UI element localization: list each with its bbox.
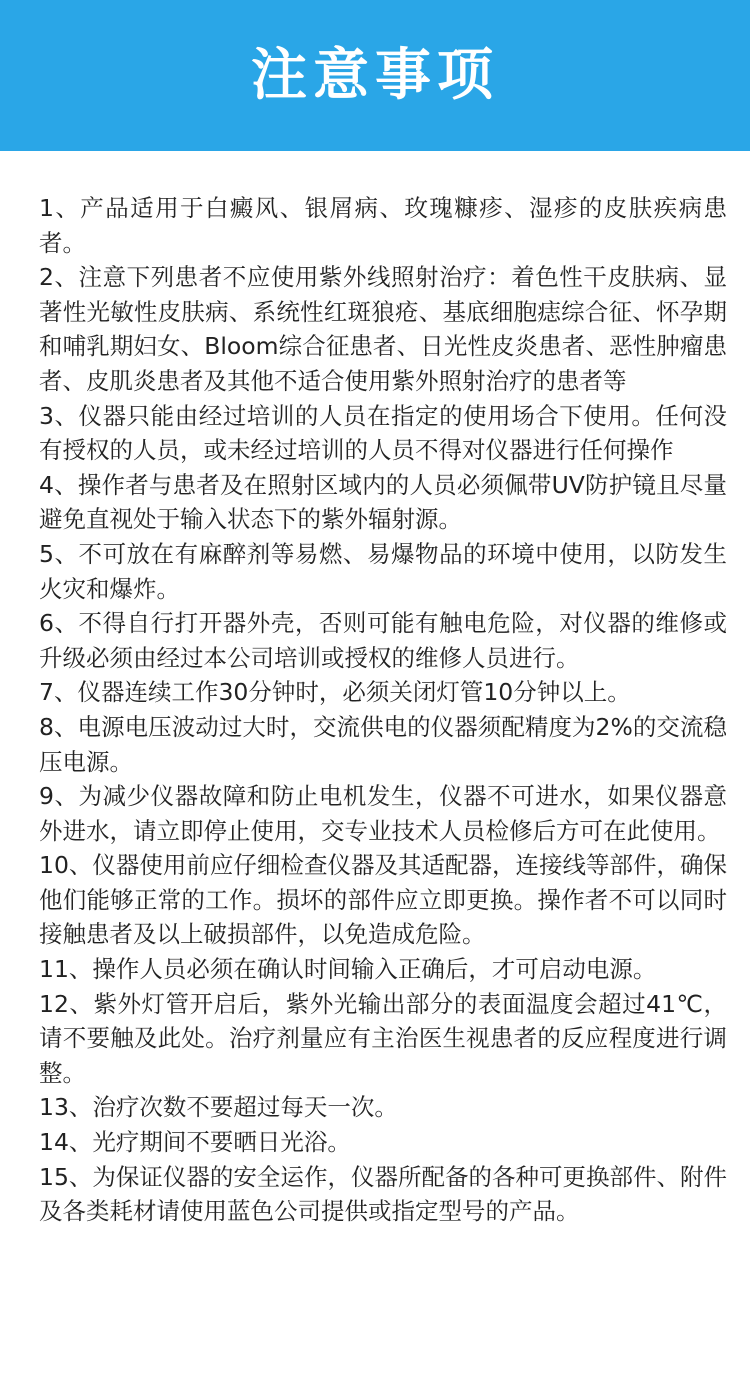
notice-item: 11、操作人员必须在确认时间输入正确后，才可启动电源。 (39, 955, 657, 984)
notice-item: 10、仪器使用前应仔细检查仪器及其适配器，连接线等部件，确保他们能够正常的工作。损坏的部件应立即更换。操作者不可以同时接触患者及以上破损部件，以免造成危险。 (39, 851, 727, 949)
notice-item: 2、注意下列患者不应使用紫外线照射治疗：着色性干皮肤病、显著性光敏性皮肤病、系统性红斑狼疮、基底细胞痣综合征、怀孕期和哺乳期妇女、Bloom综合征患者、日光性皮炎患者、恶性肿瘤患者、皮肌炎患者及其他不适合使用紫外照射治疗的患者等 (39, 263, 727, 395)
notice-item: 7、仪器连续工作30分钟时，必须关闭灯管10分钟以上。 (39, 678, 631, 707)
notice-item: 5、不可放在有麻醉剂等易燃、易爆物品的环境中使用，以防发生火灾和爆炸。 (39, 539, 727, 603)
page-title: 注意事项 (251, 42, 499, 108)
notice-item: 1、产品适用于白癜风、银屑病、玫瑰糠疹、湿疹的皮肤疾病患者。 (39, 194, 727, 257)
notice-item: 3、仪器只能由经过培训的人员在指定的使用场合下使用。任何没有授权的人员，或未经过培训的人员不得对仪器进行任何操作 (39, 401, 727, 465)
notice-item: 14、光疗期间不要晒日光浴。 (39, 1128, 351, 1157)
notice-item: 12、紫外灯管开启后，紫外光输出部分的表面温度会超过41℃，请不要触及此处。治疗剂量应有主治医生视患者的反应程度进行调整。 (39, 989, 727, 1087)
notice-item: 6、不得自行打开器外壳，否则可能有触电危险，对仪器的维修或升级必须由经过本公司培训或授权的维修人员进行。 (39, 609, 727, 672)
header-banner (0, 0, 750, 151)
notice-list (39, 191, 727, 1229)
notice-item: 8、电源电压波动过大时，交流供电的仪器须配精度为2%的交流稳压电源。 (39, 712, 727, 776)
notice-item: 15、为保证仪器的安全运作，仪器所配备的各种可更换部件、附件及各类耗材请使用蓝色公司提供或指定型号的产品。 (39, 1162, 727, 1226)
notice-item: 4、操作者与患者及在照射区域内的人员必须佩带UV防护镜且尽量避免直视处于输入状态下的紫外辐射源。 (39, 470, 727, 534)
notice-item: 13、治疗次数不要超过每天一次。 (39, 1093, 398, 1122)
notice-item: 9、为减少仪器故障和防止电机发生，仪器不可进水，如果仪器意外进水，请立即停止使用，交专业技术人员检修后方可在此使用。 (39, 782, 727, 845)
